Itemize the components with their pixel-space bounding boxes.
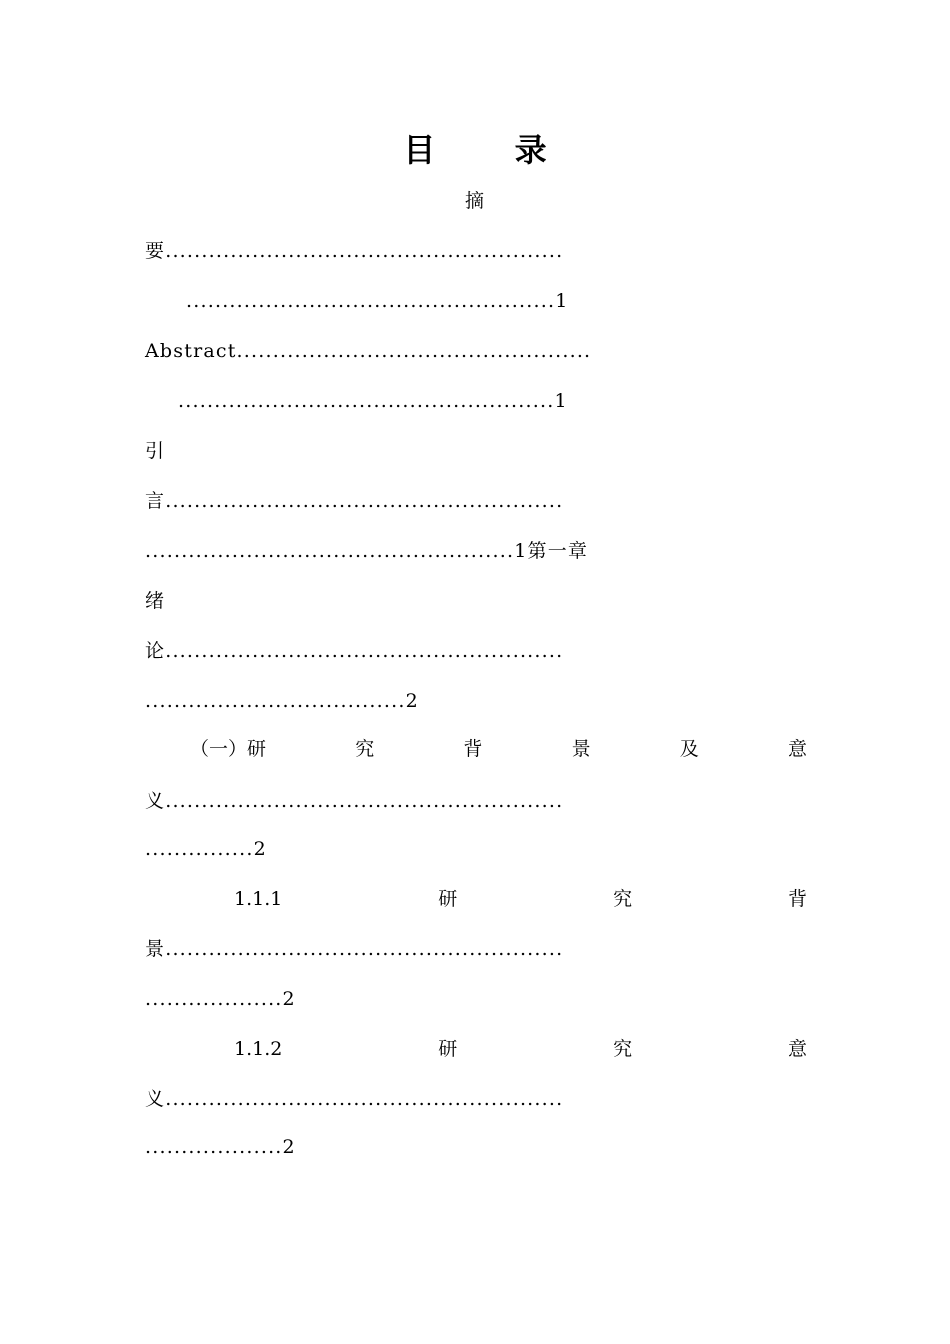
toc-word: 研 bbox=[438, 1038, 458, 1060]
toc-word: 及 bbox=[679, 738, 699, 760]
toc-line bbox=[186, 286, 569, 316]
toc-line bbox=[178, 386, 568, 416]
toc-line bbox=[145, 486, 563, 516]
toc-line-text: ...................2 bbox=[145, 988, 296, 1010]
toc-line bbox=[145, 636, 563, 666]
toc-line-text: ...................................................1 bbox=[186, 290, 569, 312]
toc-line-text: ...............2 bbox=[145, 838, 267, 860]
toc-word: 研 bbox=[438, 888, 458, 910]
toc-word: 究 bbox=[613, 888, 633, 910]
toc-line-text: ...................................................1第一章 bbox=[145, 540, 589, 562]
toc-spread-line bbox=[234, 884, 807, 914]
toc-line-text: 引 bbox=[145, 440, 165, 462]
toc-line bbox=[145, 834, 267, 864]
toc-word: （一）研 bbox=[190, 738, 267, 760]
toc-spread-line bbox=[234, 1034, 807, 1064]
toc-word: 1.1.2 bbox=[234, 1038, 283, 1060]
toc-line bbox=[145, 1084, 563, 1114]
toc-word: 景 bbox=[571, 738, 591, 760]
toc-word: 意 bbox=[787, 1038, 807, 1060]
toc-line-text: 摘 bbox=[465, 190, 485, 212]
toc-line bbox=[465, 186, 484, 216]
toc-line bbox=[145, 436, 164, 466]
toc-line-text: Abstract................................................. bbox=[145, 340, 592, 362]
toc-line bbox=[145, 984, 296, 1014]
toc-word: 背 bbox=[787, 888, 807, 910]
toc-line bbox=[145, 236, 563, 266]
toc-line bbox=[145, 934, 563, 964]
toc-line bbox=[145, 1132, 296, 1162]
toc-line-text: ...................2 bbox=[145, 1136, 296, 1158]
toc-line bbox=[145, 686, 419, 716]
toc-line-text: 景....................................................... bbox=[145, 938, 564, 960]
toc-line bbox=[145, 586, 164, 616]
toc-line-text: 绪 bbox=[145, 590, 165, 612]
toc-line bbox=[145, 536, 588, 566]
toc-line bbox=[145, 786, 563, 816]
toc-line-text: 义....................................................... bbox=[145, 790, 564, 812]
toc-line-text: ....................................2 bbox=[145, 690, 419, 712]
toc-line-text: 言....................................................... bbox=[145, 490, 564, 512]
page-title: 目 录 bbox=[403, 131, 581, 169]
toc-line bbox=[145, 336, 591, 366]
toc-word: 意 bbox=[787, 738, 807, 760]
toc-line-text: ....................................................1 bbox=[178, 390, 568, 412]
toc-line-text: 要....................................................... bbox=[145, 240, 564, 262]
toc-line-text: 义....................................................... bbox=[145, 1088, 564, 1110]
toc-word: 1.1.1 bbox=[234, 888, 283, 910]
toc-line-text: 论....................................................... bbox=[145, 640, 564, 662]
toc-spread-line bbox=[190, 734, 807, 764]
toc-word: 究 bbox=[355, 738, 375, 760]
toc-word: 究 bbox=[613, 1038, 633, 1060]
toc-word: 背 bbox=[463, 738, 483, 760]
